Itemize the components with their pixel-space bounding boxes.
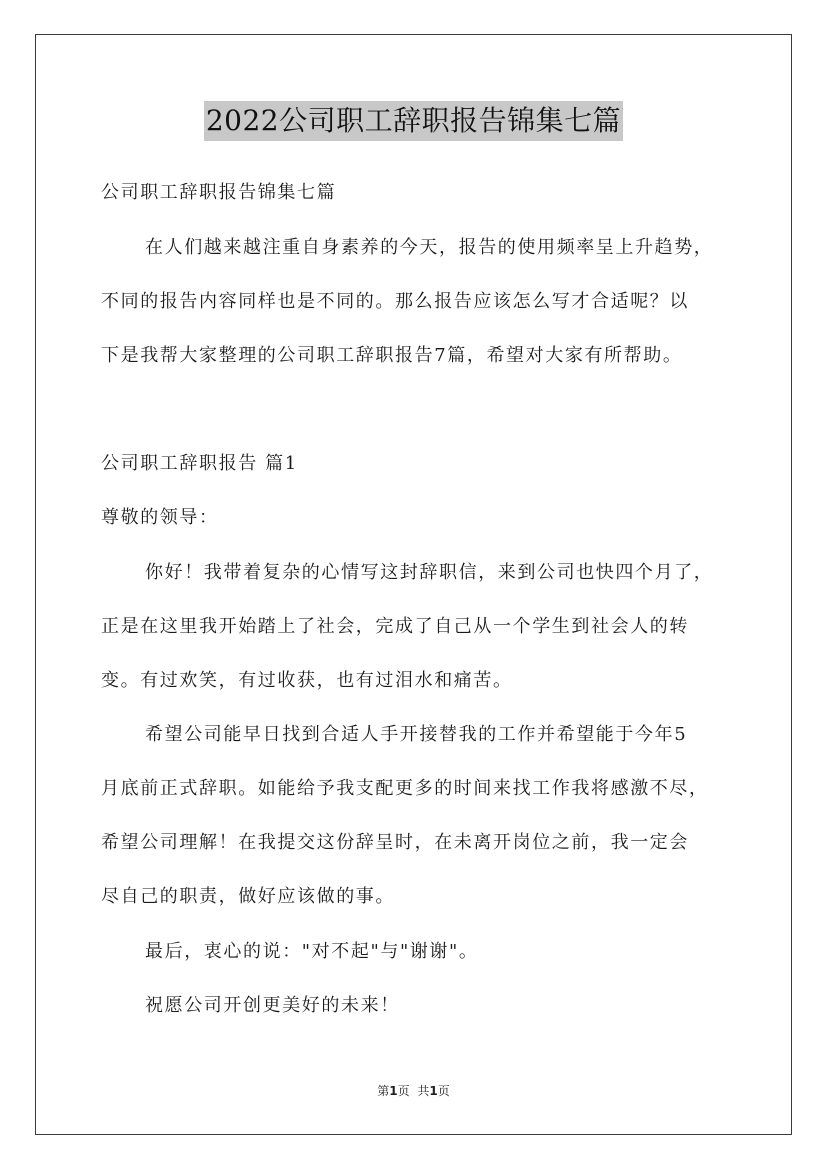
para2-line-1: 希望公司能早日找到合适人手开接替我的工作并希望能于今年5 <box>145 724 688 745</box>
para1-line-3: 变。有过欢笑，有过收获，也有过泪水和痛苦。 <box>101 670 513 691</box>
total-suffix: 页 <box>437 1084 450 1098</box>
intro-line-3: 下是我帮大家整理的公司职工辞职报告7篇，希望对大家有所帮助。 <box>101 345 683 366</box>
document-subtitle: 公司职工辞职报告锦集七篇 <box>101 182 337 203</box>
document-title: 2022公司职工辞职报告锦集七篇 <box>204 101 623 141</box>
para4: 祝愿公司开创更美好的未来！ <box>145 995 400 1016</box>
page-footer <box>0 1083 827 1099</box>
para1-line-1: 你好！我带着复杂的心情写这封辞职信，来到公司也快四个月了， <box>145 562 714 583</box>
intro-line-1: 在人们越来越注重自身素养的今天，报告的使用频率呈上升趋势， <box>145 237 714 258</box>
para2-line-4: 尽自己的职责，做好应该做的事。 <box>101 886 395 907</box>
title-wrap <box>0 101 827 141</box>
intro-line-2: 不同的报告内容同样也是不同的。那么报告应该怎么写才合适呢？以 <box>101 291 689 312</box>
page-number: 1 <box>389 1084 398 1098</box>
page-suffix: 页 <box>397 1084 410 1098</box>
section-heading: 公司职工辞职报告 篇1 <box>101 453 298 474</box>
para2-line-3: 希望公司理解！在我提交这份辞呈时，在未离开岗位之前，我一定会 <box>101 832 689 853</box>
page-prefix: 第 <box>377 1084 390 1098</box>
para2-line-2: 月底前正式辞职。如能给予我支配更多的时间来找工作我将感激不尽， <box>101 778 709 799</box>
total-pages: 1 <box>429 1084 438 1098</box>
total-prefix: 共 <box>417 1084 430 1098</box>
para1-line-2: 正是在这里我开始踏上了社会，完成了自己从一个学生到社会人的转 <box>101 616 689 637</box>
salutation: 尊敬的领导： <box>101 507 219 528</box>
para3: 最后，衷心的说："对不起"与"谢谢"。 <box>145 941 479 962</box>
